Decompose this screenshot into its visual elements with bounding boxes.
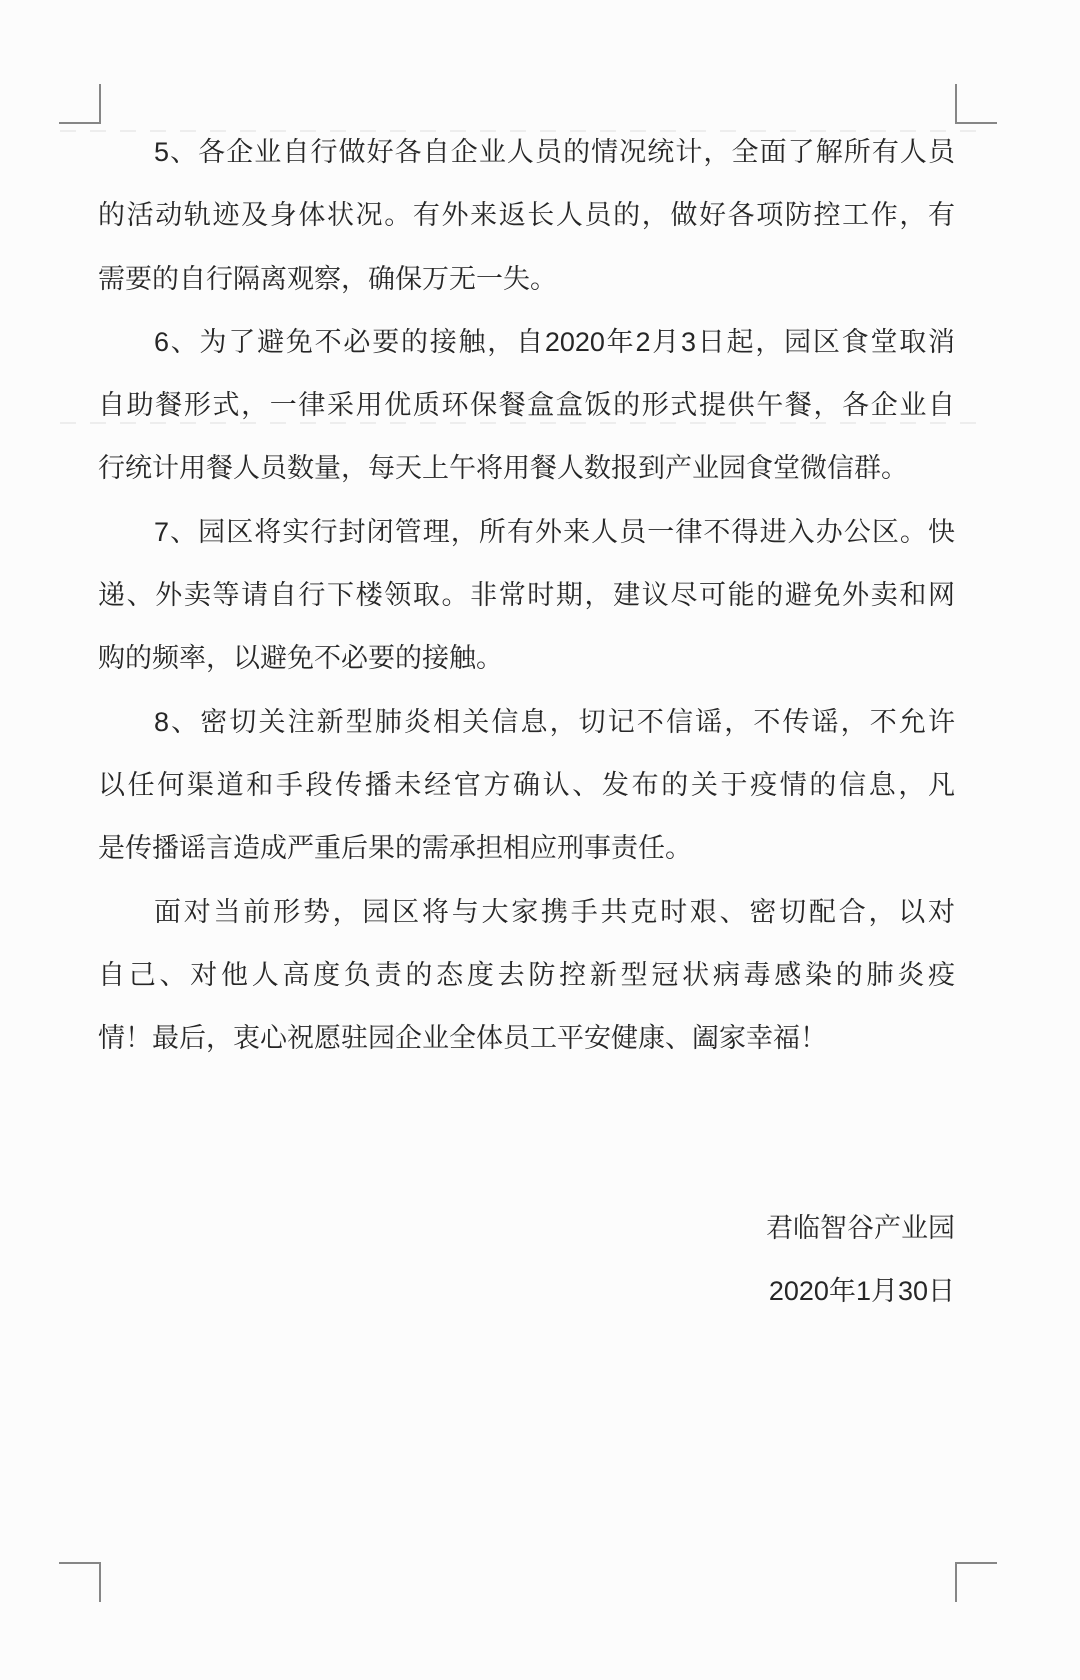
crop-mark-top-left [59,84,101,124]
paragraph-line: 自己、对他人高度负责的态度去防控新型冠状病毒感染的肺炎疫 [98,959,955,990]
crop-mark-bottom-right [955,1562,997,1602]
signature: 君临智谷产业园 [766,1213,955,1244]
paragraph-line: 6、为了避免不必要的接触，自2020年2月3日起，园区食堂取消 [154,326,955,357]
paragraph-line: 以任何渠道和手段传播未经官方确认、发布的关于疫情的信息，凡 [98,769,955,800]
paragraph-line: 5、各企业自行做好各自企业人员的情况统计，全面了解所有人员 [154,137,955,167]
paragraph-line: 的活动轨迹及身体状况。有外来返长人员的，做好各项防控工作，有 [98,200,955,231]
crop-mark-top-right [955,84,997,124]
blank-line [98,1134,955,1197]
paragraph-item-7 [98,501,955,691]
paragraph-item-6 [98,311,955,501]
paragraph-line: 7、园区将实行封闭管理，所有外来人员一律不得进入办公区。快 [154,516,955,547]
paragraph-line: 情！最后，衷心祝愿驻园企业全体员工平安健康、阖家幸福！ [98,1023,827,1054]
paragraph-item-5 [98,121,955,311]
paragraph-line: 面对当前形势，园区将与大家携手共克时艰、密切配合，以对 [154,896,955,927]
paragraph-line: 递、外卖等请自行下楼领取。非常时期，建议尽可能的避免外卖和网 [98,580,955,611]
paragraph-line: 自助餐形式，一律采用优质环保餐盒盒饭的形式提供午餐，各企业自 [98,390,955,421]
paragraph-line: 8、密切关注新型肺炎相关信息，切记不信谣，不传谣，不允许 [154,706,955,737]
blank-line [98,1070,955,1133]
crop-mark-bottom-left [59,1562,101,1602]
paragraph-line: 需要的自行隔离观察，确保万无一失。 [98,263,557,294]
date: 2020年1月30日 [768,1276,955,1307]
notice-body [98,121,955,1324]
paragraph-line: 是传播谣言造成严重后果的需承担相应刑事责任。 [98,833,692,864]
paragraph-line: 购的频率，以避免不必要的接触。 [98,643,503,674]
paragraph-item-8 [98,691,955,881]
paragraph-closing [98,881,955,1071]
paragraph-line: 行统计用餐人员数量，每天上午将用餐人数报到产业园食堂微信群。 [98,453,908,484]
